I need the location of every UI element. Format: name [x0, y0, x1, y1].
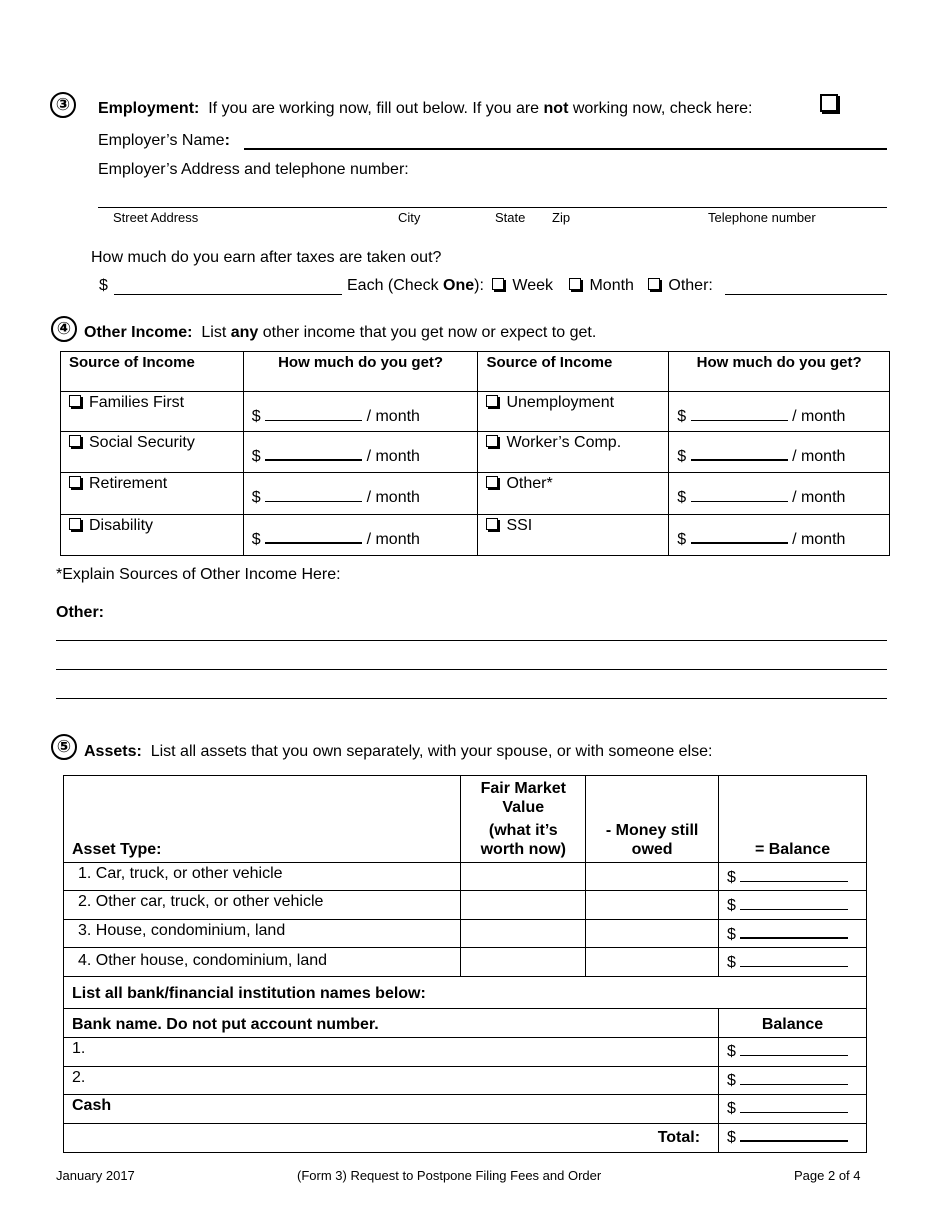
asset-4-label: 4. Other house, condominium, land [78, 952, 328, 969]
social-security-checkbox[interactable] [69, 435, 81, 447]
employment-intro-pre: If you are working now, fill out below. If you are [208, 100, 544, 117]
total-balance[interactable] [740, 1140, 848, 1142]
income-row: Families First $ / month Unemployment $ / month [61, 392, 890, 432]
other-income-amount[interactable] [691, 501, 788, 502]
asset-4-fmv[interactable] [461, 948, 586, 977]
disability-amount[interactable] [265, 542, 362, 544]
income-col-amount-right: How much do you get? [669, 352, 890, 392]
asset-1-fmv[interactable] [461, 863, 586, 891]
explain-other-income: *Explain Sources of Other Income Here: [56, 566, 341, 583]
employment-title: Employment: [98, 100, 200, 117]
telephone-label: Telephone number [708, 210, 816, 225]
asset-2-label: 2. Other car, truck, or other vehicle [78, 893, 324, 910]
bank-row: 1. $ [64, 1038, 867, 1067]
other-explain-line-3[interactable] [56, 698, 887, 699]
asset-1-owed[interactable] [586, 863, 719, 891]
other-frequency-label: Other: [668, 277, 713, 294]
assets-title: Assets: [84, 743, 142, 760]
assets-intro: List all assets that you own separately, with your spouse, or with someone else: [150, 743, 713, 760]
income-table [60, 351, 890, 556]
income-row: Social Security $ / month Worker’s Comp. $ / month [61, 432, 890, 473]
earn-dollar: $ [99, 277, 108, 294]
employer-name-label: Employer’s Name: [98, 132, 230, 149]
each-pre: Each (Check [347, 277, 444, 294]
unemployment-amount[interactable] [691, 420, 788, 421]
bank-2-balance[interactable] [740, 1084, 848, 1085]
bank-balance-header: Balance [761, 1016, 824, 1033]
assets-table: Asset Type: Fair Market Value (what it’s worth now) - Money still owed = Balance 1. Car, truck, or other vehicle $ 2. Other car, truck, or other vehicle $ 3. House, condominium, land $ 4. Other house, condominium, land $ List all bank/financial institution names below: Bank name. Do not put account number. Balance 1. $ 2. $ Cash $ Total: $ [63, 775, 867, 1153]
workers-comp-amount[interactable] [691, 459, 788, 461]
income-row: Retirement $ / month Other* $ / month [61, 473, 890, 515]
bank-1-name[interactable]: 1. [64, 1038, 719, 1067]
fair-market-value-header: Fair Market Value (what it’s worth now) [461, 776, 586, 863]
families-first-label: Families First [89, 394, 185, 411]
earn-amount-field[interactable] [114, 294, 342, 295]
earn-frequency [347, 277, 713, 295]
asset-row: 4. Other house, condominium, land $ [64, 948, 867, 977]
cash-balance[interactable] [740, 1112, 848, 1113]
families-first-checkbox[interactable] [69, 395, 81, 407]
workers-comp-checkbox[interactable] [486, 435, 498, 447]
bank-row: 2. $ [64, 1067, 867, 1095]
cash-label: Cash [72, 1097, 112, 1114]
other-explain-line-1[interactable] [56, 640, 887, 641]
asset-2-balance[interactable] [740, 909, 848, 910]
income-col-source-left: Source of Income [61, 352, 244, 392]
asset-row: 1. Car, truck, or other vehicle $ [64, 863, 867, 891]
month-checkbox[interactable] [569, 278, 581, 290]
asset-2-owed[interactable] [586, 891, 719, 920]
earn-question: How much do you earn after taxes are taken out? [91, 249, 442, 266]
footer-page: Page 2 of 4 [794, 1168, 861, 1183]
social-security-amount[interactable] [265, 459, 362, 461]
other-income-heading: Other Income: List any other income that you get now or expect to get. [84, 324, 597, 341]
disability-label: Disability [89, 517, 154, 534]
employer-name-field[interactable] [244, 148, 887, 150]
social-security-label: Social Security [89, 434, 195, 451]
money-owed-header: - Money still owed [586, 776, 719, 863]
income-row: Disability $ / month SSI $ / month [61, 515, 890, 556]
not-working-checkbox[interactable] [820, 94, 838, 112]
workers-comp-label: Worker’s Comp. [506, 434, 622, 451]
income-col-amount-left: How much do you get? [243, 352, 478, 392]
city-label: City [398, 210, 421, 225]
asset-type-header: Asset Type: [64, 776, 461, 863]
other-income-checkbox[interactable] [486, 476, 498, 488]
income-col-source-right: Source of Income [478, 352, 669, 392]
employment-heading [98, 100, 753, 118]
footer-form-title: (Form 3) Request to Postpone Filing Fees and Order [297, 1168, 602, 1183]
other-income-title: Other Income: [84, 324, 193, 341]
zip-label: Zip [552, 210, 571, 225]
asset-3-fmv[interactable] [461, 920, 586, 948]
state-label: State [495, 210, 526, 225]
employment-intro-bold: not [543, 100, 569, 117]
ssi-checkbox[interactable] [486, 518, 498, 530]
each-post: ): [474, 277, 484, 294]
disability-checkbox[interactable] [69, 518, 81, 530]
retirement-label: Retirement [89, 475, 168, 492]
week-checkbox[interactable] [492, 278, 504, 290]
asset-3-owed[interactable] [586, 920, 719, 948]
ssi-label: SSI [506, 517, 533, 534]
employer-address-field[interactable] [98, 207, 887, 208]
asset-1-balance[interactable] [740, 881, 848, 882]
bank-1-balance[interactable] [740, 1055, 848, 1056]
asset-3-balance[interactable] [740, 937, 848, 939]
month-label: Month [589, 277, 634, 294]
employer-address-label: Employer’s Address and telephone number: [98, 161, 409, 178]
asset-row: 2. Other car, truck, or other vehicle $ [64, 891, 867, 920]
week-label: Week [512, 277, 554, 294]
asset-3-label: 3. House, condominium, land [78, 922, 286, 939]
asset-row: 3. House, condominium, land $ [64, 920, 867, 948]
other-explain-line-2[interactable] [56, 669, 887, 670]
other-frequency-checkbox[interactable] [648, 278, 660, 290]
asset-2-fmv[interactable] [461, 891, 586, 920]
bank-heading: List all bank/financial institution names below: [72, 985, 426, 1002]
other-income-label: Other* [506, 475, 553, 492]
asset-1-label: 1. Car, truck, or other vehicle [78, 865, 283, 882]
unemployment-checkbox[interactable] [486, 395, 498, 407]
total-label: Total: [657, 1129, 701, 1146]
street-address-label: Street Address [113, 210, 199, 225]
section-3-number: ③ [50, 92, 76, 118]
ssi-amount[interactable] [691, 542, 788, 544]
retirement-checkbox[interactable] [69, 476, 81, 488]
footer-date: January 2017 [56, 1168, 135, 1183]
asset-4-balance[interactable] [740, 966, 848, 967]
each-bold: One [443, 277, 475, 294]
other-explain-label: Other: [56, 604, 104, 621]
section-5-number: ⑤ [51, 734, 77, 760]
asset-4-owed[interactable] [586, 948, 719, 977]
employment-intro-post: working now, check here: [568, 100, 753, 117]
families-first-amount[interactable] [265, 420, 362, 421]
retirement-amount[interactable] [265, 501, 362, 502]
bank-2-name[interactable]: 2. [64, 1067, 719, 1095]
section-4-number: ④ [51, 316, 77, 342]
bank-name-header: Bank name. Do not put account number. [72, 1016, 379, 1033]
balance-header: = Balance [719, 776, 867, 863]
other-frequency-field[interactable] [725, 294, 887, 295]
unemployment-label: Unemployment [506, 394, 615, 411]
assets-heading [84, 743, 712, 761]
